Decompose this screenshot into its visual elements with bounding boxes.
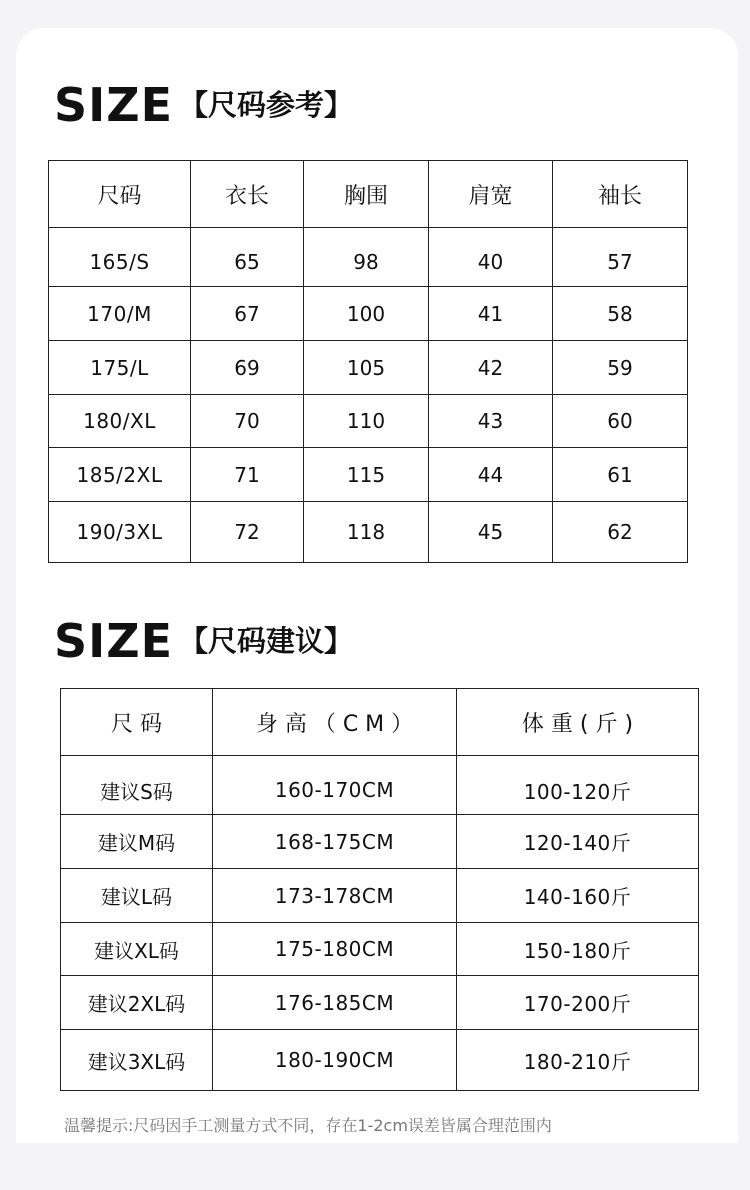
header-cell: 体 重 ( 斤 ) xyxy=(457,689,699,756)
table-cell: 71 xyxy=(191,448,304,502)
table-row xyxy=(49,448,688,502)
size-reference-title: SIZE xyxy=(54,78,174,132)
header-cell: 身 高 （ C M ） xyxy=(213,689,457,756)
header-cell: 尺码 xyxy=(49,161,191,228)
table-cell: 44 xyxy=(429,448,553,502)
table-cell: 70 xyxy=(191,395,304,448)
table-cell: 61 xyxy=(553,448,688,502)
table-cell: 40 xyxy=(429,228,553,287)
table-cell: 100-120斤 xyxy=(457,756,699,815)
table-row xyxy=(61,756,699,815)
table-cell: 160-170CM xyxy=(213,756,457,815)
table-cell: 173-178CM xyxy=(213,869,457,923)
table-cell: 建议L码 xyxy=(61,869,213,923)
header-cell: 肩宽 xyxy=(429,161,553,228)
table-cell: 69 xyxy=(191,341,304,395)
table-cell: 建议2XL码 xyxy=(61,976,213,1030)
header-cell: 尺 码 xyxy=(61,689,213,756)
table-cell: 57 xyxy=(553,228,688,287)
table-cell: 175/L xyxy=(49,341,191,395)
table-cell: 建议M码 xyxy=(61,815,213,869)
size-suggestion-subtitle: 【尺码建议】 xyxy=(179,623,354,658)
table-row xyxy=(61,869,699,923)
table-cell: 175-180CM xyxy=(213,923,457,976)
table-header-row xyxy=(49,161,688,228)
table-cell: 43 xyxy=(429,395,553,448)
table-row xyxy=(49,395,688,448)
table-row xyxy=(49,502,688,563)
table-cell: 168-175CM xyxy=(213,815,457,869)
table-header-row xyxy=(61,689,699,756)
size-suggestion-table xyxy=(60,688,699,1091)
table-row xyxy=(61,923,699,976)
table-cell: 120-140斤 xyxy=(457,815,699,869)
table-cell: 180-210斤 xyxy=(457,1030,699,1091)
table-cell: 59 xyxy=(553,341,688,395)
table-cell: 建议S码 xyxy=(61,756,213,815)
size-suggestion-title: SIZE xyxy=(54,614,174,668)
table-cell: 105 xyxy=(304,341,429,395)
size-reference-table xyxy=(48,160,688,563)
table-row xyxy=(49,228,688,287)
size-reference-heading xyxy=(54,78,354,132)
table-cell: 98 xyxy=(304,228,429,287)
table-cell: 185/2XL xyxy=(49,448,191,502)
table-cell: 41 xyxy=(429,287,553,341)
table-cell: 190/3XL xyxy=(49,502,191,563)
table-row xyxy=(61,1030,699,1091)
size-reference-subtitle: 【尺码参考】 xyxy=(179,87,354,122)
table-cell: 150-180斤 xyxy=(457,923,699,976)
table-cell: 170-200斤 xyxy=(457,976,699,1030)
measurement-note: 温馨提示:尺码因手工测量方式不同，存在1-2cm误差皆属合理范围内 xyxy=(64,1116,552,1135)
table-cell: 72 xyxy=(191,502,304,563)
table-cell: 180-190CM xyxy=(213,1030,457,1091)
table-cell: 176-185CM xyxy=(213,976,457,1030)
header-cell: 袖长 xyxy=(553,161,688,228)
table-cell: 165/S xyxy=(49,228,191,287)
header-cell: 胸围 xyxy=(304,161,429,228)
table-cell: 62 xyxy=(553,502,688,563)
size-suggestion-heading xyxy=(54,614,354,668)
table-row xyxy=(61,976,699,1030)
table-cell: 140-160斤 xyxy=(457,869,699,923)
table-cell: 42 xyxy=(429,341,553,395)
table-row xyxy=(49,341,688,395)
table-cell: 建议3XL码 xyxy=(61,1030,213,1091)
table-cell: 建议XL码 xyxy=(61,923,213,976)
table-cell: 180/XL xyxy=(49,395,191,448)
table-cell: 65 xyxy=(191,228,304,287)
table-cell: 170/M xyxy=(49,287,191,341)
table-row xyxy=(61,815,699,869)
table-row xyxy=(49,287,688,341)
table-cell: 100 xyxy=(304,287,429,341)
header-cell: 衣长 xyxy=(191,161,304,228)
table-cell: 45 xyxy=(429,502,553,563)
table-cell: 115 xyxy=(304,448,429,502)
table-cell: 60 xyxy=(553,395,688,448)
table-cell: 110 xyxy=(304,395,429,448)
table-cell: 67 xyxy=(191,287,304,341)
table-cell: 118 xyxy=(304,502,429,563)
table-cell: 58 xyxy=(553,287,688,341)
